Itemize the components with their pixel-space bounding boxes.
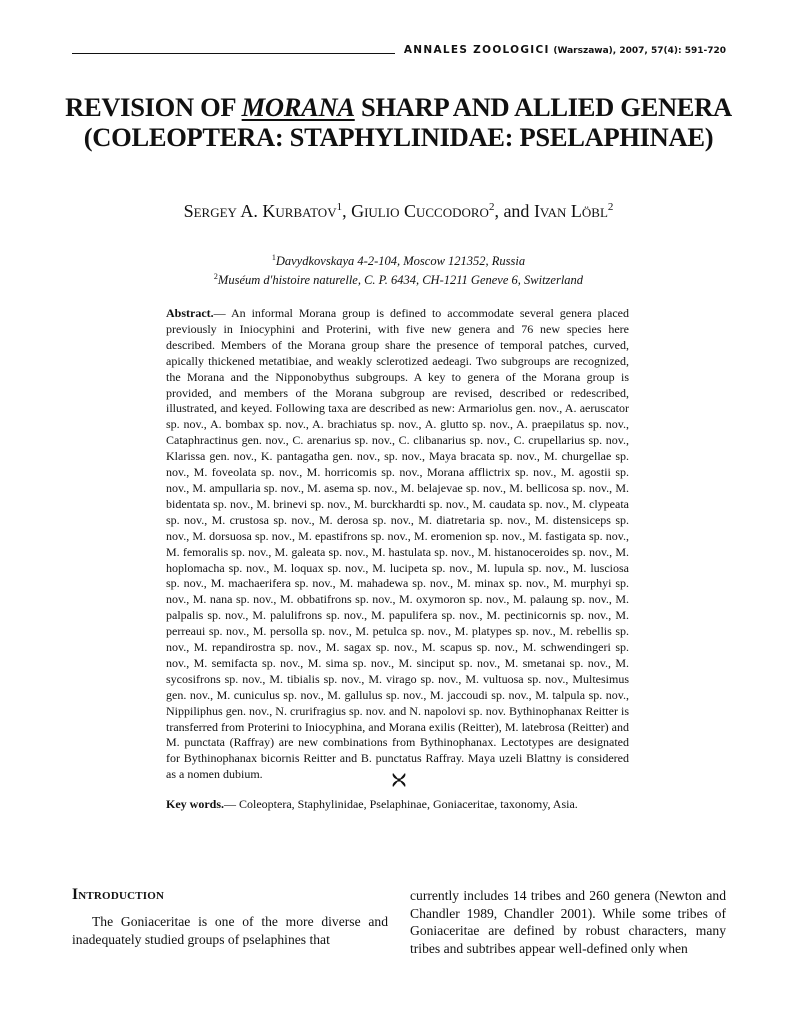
author-3: Ivan Löbl — [533, 201, 608, 221]
affiliations — [60, 250, 737, 288]
author-1-sup: 1 — [336, 201, 343, 213]
author-sep-1: , — [342, 201, 352, 221]
affiliation-1 — [60, 250, 737, 269]
keywords-text: — Coleoptera, Staphylinidae, Pselaphinae, Goniaceritae, taxonomy, Asia. — [224, 797, 578, 811]
journal-info: (Warszawa), 2007, 57(4): 591-720 — [553, 46, 726, 56]
section-heading-introduction: Introduction — [72, 886, 165, 903]
author-2: Giulio Cuccodoro — [351, 201, 489, 221]
author-1: Sergey A. Kurbatov — [183, 201, 337, 221]
fleuron-ornament-icon — [390, 771, 408, 789]
title-part2: SHARP AND ALLIED GENERA — [354, 92, 732, 122]
intro-paragraph-left: The Goniaceritae is one of the more diverse and inadequately studied groups of pselaphines that — [72, 914, 388, 947]
title-line2: (COLEOPTERA: STAPHYLINIDAE: PSELAPHINAE) — [83, 122, 714, 152]
affiliation-1-text: Davydkovskaya 4-2-104, Moscow 121352, Russia — [275, 254, 526, 269]
journal-name: ANNALES ZOOLOGICI — [403, 44, 550, 56]
journal-citation — [404, 44, 726, 56]
affiliation-2 — [60, 269, 737, 288]
author-sep-2: , and — [494, 201, 534, 221]
paper-title — [60, 92, 737, 152]
column-right — [410, 887, 726, 957]
abstract-label: Abstract. — [166, 306, 214, 320]
author-list — [60, 196, 737, 222]
author-3-sup: 2 — [607, 201, 614, 213]
affiliation-2-sup: 2 — [213, 272, 218, 282]
author-2-sup: 2 — [488, 201, 495, 213]
title-genus: MORANA — [241, 92, 355, 122]
keywords — [166, 796, 646, 812]
keywords-label: Key words. — [166, 797, 224, 811]
abstract — [166, 306, 629, 783]
intro-paragraph-right: currently includes 14 tribes and 260 genera (Newton and Chandler 1989, Chandler 2001). While some tribes of Goniaceritae are defined by robust characters, many tribes and subtribes appear well-defined only when — [410, 888, 726, 956]
affiliation-1-sup: 1 — [271, 253, 276, 262]
abstract-text: — An informal Morana group is defined to accommodate several genera placed previously in Iniocyphini and Proterini, with five new genera and 76 new species here described. Members of the Morana group share the presence of temporal patches, curved, apically thickened metatibiae, and weakly sclerotized aedeagi. Two subgroups are recognized, the Morana and the Nipponobythus subgroups. A key to genera of the Morana group is provided, and members of the Morana subgroup are revised, described or redescribed, illustrated, and keyed. Following taxa are described as new: Armariolus gen. nov., A. aeruscator sp. nov., A. bombax sp. nov., A. brachiatus sp. nov., A. glutto sp. nov., A. praepilatus sp. nov., Cataphractinus gen. nov., C. arenarius sp. nov., C. clibanarius sp. nov., C. crupellarius sp. nov., Klarissa gen. nov., K. pantagatha gen. nov., sp. nov., Maya bracata sp. nov., M. churgellae sp. nov., M. foveolata sp. nov., M. horricomis sp. nov., Morana afflictrix sp. nov., M. agostii sp. nov., M. ampullaria sp. nov., M. asema sp. nov., M. belajevae sp. nov., M. bellicosa sp. nov., M. bidentata sp. nov., M. brinevi sp. nov., M. burckhardti sp. nov., M. caudata sp. nov., M. clypeata sp. nov., M. crustosa sp. nov., M. derosa sp. nov., M. diatretaria sp. nov., M. distensiceps sp. nov., M. dorsuosa sp. nov., M. epastifrons sp. nov., M. eromenion sp. nov., M. fastigata sp. nov., M. femoralis sp. nov., M. galeata sp. nov., M. hastulata sp. nov., M. histanoceroides sp. nov., M. hoplomacha sp. nov., M. loquax sp. nov., M. lucipeta sp. nov., M. lupula sp. nov., M. lusciosa sp. nov., M. machaerifera sp. nov., M. mahadewa sp. nov., M. minax sp. nov., M. murphyi sp. nov., M. nana sp. nov., M. obbatifrons sp. nov., M. oxymoron sp. nov., M. palaung sp. nov., M. palpalis sp. nov., M. palulifrons sp. nov., M. papulifera sp. nov., M. pectinicornis sp. nov., M. perreaui sp. nov., M. persolla sp. nov., M. petulca sp. nov., M. platypes sp. nov., M. rebellis sp. nov., M. repandirostra sp. nov., M. sagax sp. nov., M. scapus sp. nov., M. schwendingeri sp. nov., M. semifacta sp. nov., M. sima sp. nov., M. sinciput sp. nov., M. smetanai sp. nov., M. sycosifrons sp. nov., M. tibialis sp. nov., M. virago sp. nov., M. vultuosa sp. nov., Multesimus gen. nov., M. cuniculus sp. nov., M. gallulus sp. nov., M. jaccoudi sp. nov., M. talpula sp. nov., Nippiliphus gen. nov., N. crurifragius sp. nov. and N. napolovi sp. nov. Bythinophanax Reitter is transferred from Proterini to Iniocyphina, and Morana exilis (Reitter), M. latebrosa (Reitter) and M. punctata (Raffray) are new combinations from Bythinophanax. Lectotypes are designated for Bythinophanax bicornis Reitter and B. punctatus Raffray. Maya uzeli Blattny is considered as a nomen dubium. — [166, 306, 629, 782]
affiliation-2-text: Muséum d'histoire naturelle, C. P. 6434, CH-1211 Geneve 6, Switzerland — [217, 273, 584, 288]
title-part1: REVISION OF — [65, 92, 242, 122]
header-rule — [72, 53, 395, 54]
running-header — [72, 44, 726, 64]
column-left — [72, 885, 388, 948]
